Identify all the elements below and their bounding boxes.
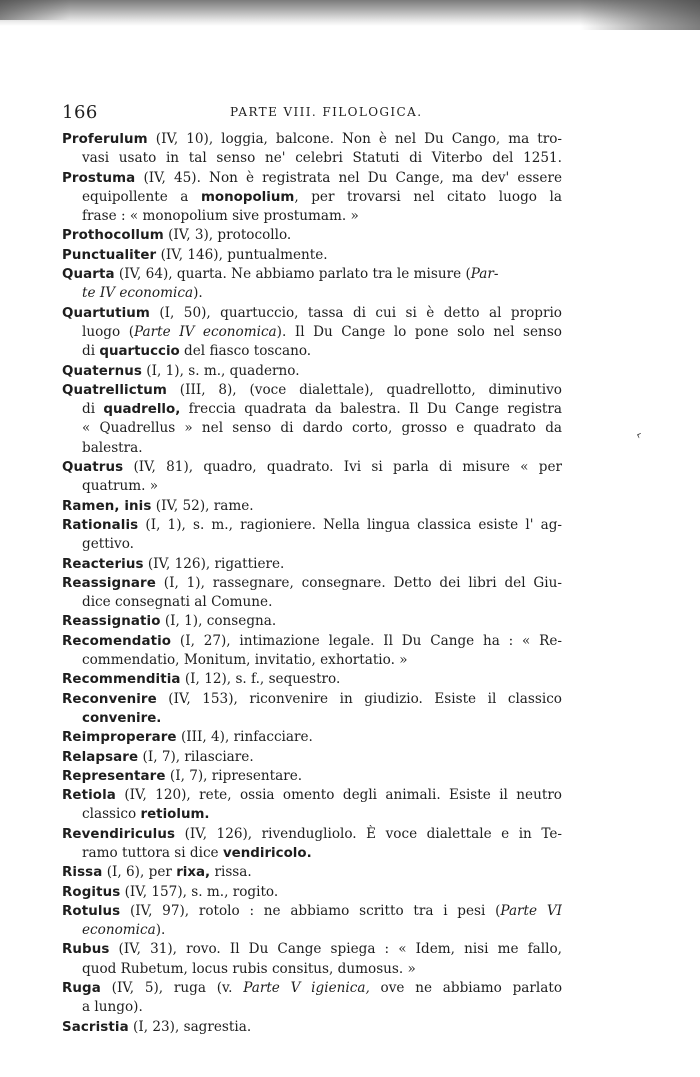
entry-text: (I, 50), quartuccio, tassa di cui si è detto al proprio <box>149 304 562 321</box>
entry-text: (I, 12), s. f., sequestro. <box>180 671 341 688</box>
entry-text: ramo tuttora si dice <box>82 844 223 861</box>
text-line <box>62 342 562 361</box>
entry-headword: Rationalis <box>62 517 139 533</box>
entry-text: (I, 7), rilasciare. <box>138 748 254 765</box>
text-line <box>62 246 562 265</box>
text-line <box>62 940 562 959</box>
entry-headword: Prostuma <box>62 170 136 186</box>
margin-mark: ‹ <box>633 427 644 444</box>
entry-headword: Rubus <box>62 942 110 958</box>
entry-text: (IV, 64), quarta. Ne abbiamo parlato tra le misure ( <box>114 266 471 283</box>
entry-text: (IV, 146), puntualmente. <box>156 246 328 263</box>
entry-text: (IV, 45). Non è registrata nel Du Cange, ma dev' essere <box>135 169 562 186</box>
entry-headword: Ramen, inis <box>62 498 152 514</box>
entry-headword: Quarta <box>62 267 115 283</box>
entry-text: (I, 27), intimazione legale. Il Du Cange ha : « Re- <box>171 632 562 649</box>
entry-headword: Quaternus <box>62 363 142 379</box>
text-line <box>62 960 562 979</box>
entry-text: luogo ( <box>82 323 135 340</box>
text-line <box>62 651 562 670</box>
text-line <box>62 805 562 824</box>
text-line <box>62 748 562 767</box>
entry-text: (IV, 120), rete, ossia omento degli animali. Esiste il neutro <box>115 787 562 804</box>
text-line <box>62 284 562 303</box>
bold-term: convenire. <box>82 710 162 726</box>
entry-text: (IV, 52), rame. <box>151 497 254 514</box>
entry-text: ). <box>155 922 166 939</box>
entry-headword: Punctualiter <box>62 247 157 263</box>
entry-headword: Reacterius <box>62 556 144 572</box>
entry-text: (IV, 126), rigattiere. <box>143 555 285 572</box>
text-line <box>62 188 562 207</box>
bold-term: retiolum. <box>140 807 210 823</box>
glossary-text-block <box>62 130 562 1037</box>
entry-headword: Prothocollum <box>62 228 164 244</box>
italic-reference: Parte IV economica <box>134 323 277 340</box>
entry-text: (I, 1), rassegnare, consegnare. Detto dei libri del Giu- <box>155 574 562 591</box>
entry-text: (IV, 126), rivendugliolo. È voce dialettale e in Te- <box>175 825 562 842</box>
text-line <box>62 400 562 419</box>
entry-headword: Proferulum <box>62 132 148 147</box>
entry-text: (IV, 157), s. m., rogito. <box>120 883 279 900</box>
text-line <box>62 670 562 689</box>
text-line <box>62 555 562 574</box>
bold-term: quadrello, <box>103 402 181 418</box>
text-line <box>62 998 562 1017</box>
text-line <box>62 439 562 458</box>
text-line <box>62 690 562 709</box>
entry-text: balestra. <box>82 439 143 456</box>
text-line <box>62 574 562 593</box>
entry-text: rissa. <box>210 864 252 881</box>
text-line <box>62 207 562 226</box>
text-line <box>62 304 562 323</box>
entry-text: di <box>82 343 100 360</box>
text-line <box>62 767 562 786</box>
entry-headword: Rogitus <box>62 884 121 900</box>
running-head: PARTE VIII. FILOLOGICA. <box>230 105 423 119</box>
text-line <box>62 612 562 631</box>
entry-headword: Sacristia <box>62 1019 129 1035</box>
text-line <box>62 786 562 805</box>
entry-headword: Rotulus <box>62 903 121 919</box>
text-line <box>62 709 562 728</box>
entry-headword: Retiola <box>62 788 116 804</box>
text-line <box>62 265 562 284</box>
entry-text: (IV, 81), quadro, quadrato. Ivi si parla di misure « per <box>123 459 562 476</box>
text-line <box>62 130 562 149</box>
entry-text: (IV, 10), loggia, balcone. Non è nel Du Cango, ma tro- <box>147 131 562 147</box>
bold-term: quartuccio <box>99 344 180 360</box>
bold-term: monopolium <box>200 189 295 205</box>
text-line <box>62 419 562 438</box>
text-line <box>62 497 562 516</box>
entry-text: vasi usato in tal senso ne' celebri Statuti di Viterbo del 1251. <box>82 150 562 167</box>
entry-text: di <box>82 401 104 418</box>
entry-text: dice consegnati al Comune. <box>82 594 273 611</box>
scan-shadow-left <box>0 0 70 20</box>
entry-text: (III, 4), rinfacciare. <box>176 729 313 746</box>
entry-text: ove ne abbiamo parlato <box>369 980 562 997</box>
entry-text: commendatio, Monitum, invitatio, exhortatio. » <box>82 652 408 669</box>
entry-text: (IV, 97), rotolo : ne abbiamo scritto tra i pesi ( <box>120 902 501 919</box>
entry-text: ). <box>193 285 203 302</box>
text-line <box>62 226 562 245</box>
entry-text: (I, 23), sagrestia. <box>128 1018 252 1035</box>
text-line <box>62 921 562 940</box>
text-line <box>62 1018 562 1037</box>
entry-headword: Ruga <box>62 981 101 997</box>
italic-reference: te IV economica <box>82 285 194 302</box>
italic-reference: Parte V igienica, <box>243 980 370 997</box>
entry-headword: Reconvenire <box>62 691 157 707</box>
entry-text: del fiasco toscano. <box>179 343 312 360</box>
text-line <box>62 362 562 381</box>
entry-text: (IV, 5), ruga (v. <box>100 980 244 997</box>
entry-headword: Quartutium <box>62 305 150 321</box>
page-number: 166 <box>62 102 98 123</box>
page-header <box>62 102 562 126</box>
text-line <box>62 149 562 168</box>
italic-reference: Parte VI <box>500 902 562 919</box>
text-line <box>62 902 562 921</box>
entry-headword: Reassignare <box>62 575 156 591</box>
entry-text: equipollente a <box>82 188 201 205</box>
italic-reference: Par- <box>470 266 499 283</box>
text-line <box>62 844 562 863</box>
entry-text: (I, 1), consegna. <box>160 613 277 630</box>
entry-text: a lungo). <box>82 999 143 1016</box>
entry-text: quatrum. » <box>82 478 159 495</box>
text-line <box>62 863 562 882</box>
entry-text: ). Il Du Cange lo pone solo nel senso <box>276 323 562 340</box>
entry-text: (I, 7), ripresentare. <box>165 767 303 784</box>
entry-text: , per trovarsi nel citato luogo la <box>294 188 562 205</box>
italic-reference: economica <box>82 922 156 939</box>
entry-text: (III, 8), (voce dialettale), quadrellotto, diminutivo <box>166 381 562 398</box>
entry-headword: Recomendatio <box>62 633 172 649</box>
bold-term: vendiricolo. <box>222 845 312 861</box>
entry-headword: Reassignatio <box>62 614 161 630</box>
text-line <box>62 979 562 998</box>
entry-text: quod Rubetum, locus rubis consitus, dumosus. » <box>82 960 416 977</box>
entry-headword: Representare <box>62 768 166 784</box>
entry-text: (I, 1), s. m., ragioniere. Nella lingua classica esiste l' ag- <box>138 516 562 533</box>
entry-headword: Recommenditia <box>62 672 181 688</box>
entry-text: frase : « monopolium sive prostumam. » <box>82 208 359 225</box>
entry-text: « Quadrellus » nel senso di dardo corto, grosso e quadrato da <box>82 420 562 437</box>
entry-headword: Revendiriculus <box>62 826 176 842</box>
text-line <box>62 323 562 342</box>
text-line <box>62 632 562 651</box>
entry-text: (I, 1), s. m., quaderno. <box>141 362 300 379</box>
entry-text: (IV, 31), rovo. Il Du Cange spiega : « Idem, nisi me fallo, <box>109 941 562 958</box>
entry-text: gettivo. <box>82 536 134 553</box>
scan-shadow-right <box>580 0 700 30</box>
entry-headword: Quatrellictum <box>62 382 167 398</box>
text-line <box>62 825 562 844</box>
text-line <box>62 535 562 554</box>
text-line <box>62 477 562 496</box>
text-line <box>62 883 562 902</box>
text-line <box>62 516 562 535</box>
text-line <box>62 381 562 400</box>
text-line <box>62 458 562 477</box>
entry-headword: Quatrus <box>62 460 124 476</box>
entry-headword: Rissa <box>62 865 103 881</box>
entry-text: (IV, 153), riconvenire in giudizio. Esiste il classico <box>156 690 562 707</box>
entry-text: classico <box>82 806 141 823</box>
text-line <box>62 169 562 188</box>
text-line <box>62 728 562 747</box>
entry-text: freccia quadrata da balestra. Il Du Cange registra <box>180 401 562 418</box>
entry-headword: Reimproperare <box>62 730 177 746</box>
text-line <box>62 593 562 612</box>
bold-term: rixa, <box>176 865 211 881</box>
entry-headword: Relapsare <box>62 749 139 765</box>
entry-text: (IV, 3), protocollo. <box>163 227 292 244</box>
entry-text: (I, 6), per <box>102 864 177 881</box>
